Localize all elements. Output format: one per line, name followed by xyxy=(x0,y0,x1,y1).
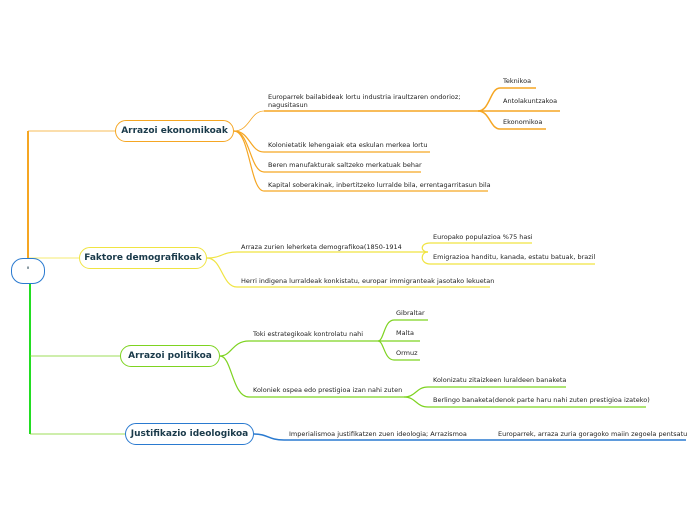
topic-node-ideological[interactable] xyxy=(125,423,254,445)
subtopic-child[interactable]: Teknikoa xyxy=(503,77,532,85)
subtopic-raw-materials[interactable]: Kolonietatik lehengaiak eta eskulan merkea lortu xyxy=(268,141,428,149)
topic-label: Justifikazio ideologikoa xyxy=(130,429,249,439)
subtopic-child[interactable]: Kolonizatu zitaizkeen luraldeen banaketa xyxy=(433,376,567,384)
topic-node-demographic[interactable] xyxy=(79,247,207,269)
subtopic-child[interactable]: Berlingo banaketa(denok parte haru nahi zuten prestigioa izateko) xyxy=(433,396,650,404)
central-node-label: ' xyxy=(26,266,30,276)
subtopic-child[interactable]: Gibraltar xyxy=(396,309,425,317)
central-node[interactable] xyxy=(11,258,45,284)
subtopic-prestige[interactable]: Koloniek ospea edo prestigioa izan nahi zuten xyxy=(253,386,403,394)
topic-node-economic[interactable] xyxy=(115,120,234,142)
subtopic-markets[interactable]: Beren manufakturak saltzeko merkatuak behar xyxy=(268,161,422,169)
topic-node-political[interactable] xyxy=(120,345,220,367)
subtopic-industrial-revolution[interactable]: Europarrek bailabideak lortu industria iraultzaren ondorioz; nagusitasun xyxy=(268,93,461,109)
subtopic-strategic-places[interactable]: Toki estrategikoak kontrolatu nahi xyxy=(253,330,364,338)
subtopic-child[interactable]: Ormuz xyxy=(396,349,418,357)
subtopic-child[interactable]: Antolakuntzakoa xyxy=(503,97,558,105)
topic-label: Faktore demografikoak xyxy=(84,253,202,263)
subtopic-capital[interactable]: Kapital soberakinak, inbertitzeko lurralde bila, errentagarritasun bila xyxy=(268,181,491,189)
subtopic-indigenous-lands[interactable]: Herri indigena lurraldeak konkistatu, europar immigranteak jasotako lekuetan xyxy=(241,277,495,285)
subtopic-child[interactable]: Emigrazioa handitu, kanada, estatu batuak, brazil xyxy=(433,253,596,261)
subtopic-child[interactable]: Ekonomikoa xyxy=(503,118,543,126)
topic-label: Arrazoi politikoa xyxy=(128,351,212,361)
subtopic-racism[interactable]: Imperialismoa justifikatzen zuen ideologia; Arrazismoa xyxy=(289,430,467,438)
subtopic-child[interactable]: Malta xyxy=(396,329,414,337)
topic-label: Arrazoi ekonomikoak xyxy=(121,126,228,136)
subtopic-child[interactable]: Europarrek, arraza zuria goragoko maiin zegoela pentsatu xyxy=(498,430,688,438)
subtopic-demographic-boom[interactable]: Arraza zurien leherketa demografikoa(1850-1914 xyxy=(241,243,402,251)
subtopic-child[interactable]: Europako populazioa %75 hasi xyxy=(433,233,533,241)
